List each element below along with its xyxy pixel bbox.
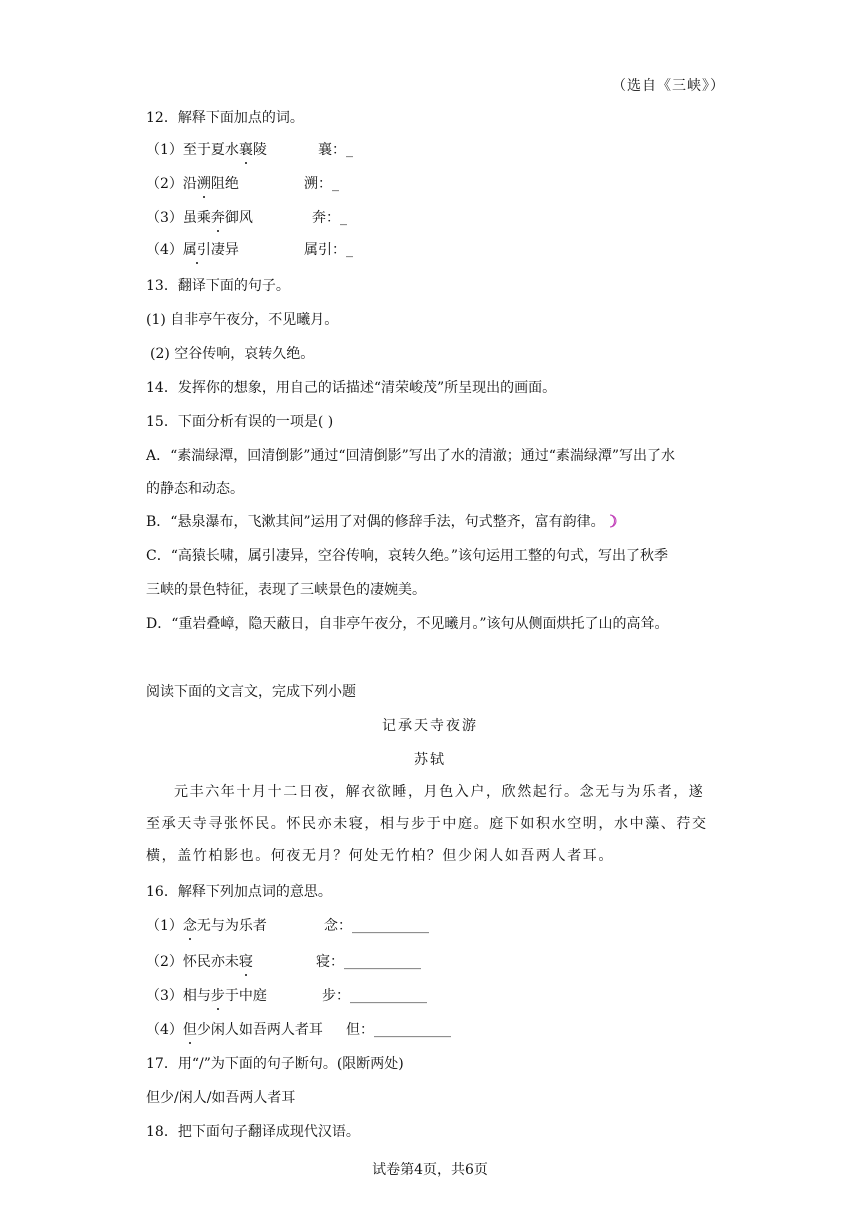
source-note: （选自《三峡》） bbox=[612, 78, 725, 94]
q15-option-a-line2: 的静态和动态。 bbox=[146, 481, 244, 497]
q16-item-1-answer: 念：___________ bbox=[324, 918, 429, 934]
passage-title: 记承天寺夜游 bbox=[382, 718, 478, 734]
passage-author: 苏轼 bbox=[414, 752, 446, 768]
q15-option-c-line2: 三峡的景色特征，表现了三峡景色的凄婉美。 bbox=[146, 582, 426, 598]
q15-option-c-line1: C．“高猿长啸，属引凄异，空谷传响，哀转久绝。”该句运用工整的句式，写出了秋季 bbox=[146, 548, 669, 564]
answer-blank[interactable]: _ bbox=[332, 176, 339, 192]
dotted-word: 但 bbox=[182, 1022, 197, 1038]
dotted-word: 溯 bbox=[196, 176, 211, 192]
q12-item-2: （2）沿溯阻绝 bbox=[146, 176, 239, 192]
q16-item-1: （1）念无与为乐者 bbox=[146, 918, 267, 934]
answer-blank[interactable]: _ bbox=[340, 210, 347, 226]
crescent-moon-icon bbox=[607, 514, 621, 528]
answer-blank[interactable]: ___________ bbox=[350, 988, 427, 1004]
q12-item-4-answer: 属引：_ bbox=[304, 242, 353, 258]
answer-blank[interactable]: _ bbox=[346, 142, 353, 158]
q16-item-4: （4）但少闲人如吾两人者耳 bbox=[146, 1022, 323, 1038]
passage-text: 元丰六年十月十二日夜，解衣欲睡，月色入户，欣然起行。念无与为乐者，遂至承天寺寻张怀民。怀民亦未寝，相与步于中庭。庭下如积水空明，水中藻、荇交横，盖竹柏影也。何夜无月？何处无竹柏？但少闲人如吾两人者耳。 bbox=[146, 784, 708, 864]
q12-item-2-answer: 溯：_ bbox=[304, 176, 339, 192]
reading-intro: 阅读下面的文言文，完成下列小题 bbox=[146, 684, 356, 700]
answer-blank[interactable]: ___________ bbox=[352, 918, 429, 934]
q17-answer: 但少/闲人/如吾两人者耳 bbox=[146, 1090, 296, 1106]
q12-item-3: （3）虽乘奔御风 bbox=[146, 210, 253, 226]
q13-title: 13．翻译下面的句子。 bbox=[146, 278, 290, 294]
q15-option-b: B．“悬泉瀑布，飞漱其间”运用了对偶的修辞手法，句式整齐，富有韵律。 bbox=[146, 512, 621, 532]
answer-blank[interactable]: ___________ bbox=[374, 1022, 451, 1038]
q16-item-2: （2）怀民亦未寝 bbox=[146, 954, 253, 970]
dotted-word: 属引 bbox=[182, 242, 211, 258]
q18-title: 18．把下面句子翻译成现代汉语。 bbox=[146, 1124, 360, 1140]
q12-item-1-answer: 襄：_ bbox=[318, 142, 353, 158]
q12-item-4: （4）属引凄异 bbox=[146, 242, 239, 258]
q15-option-a-line1: A．“素湍绿潭，回清倒影”通过“回清倒影”写出了水的清澈；通过“素湍绿潭”写出了水 bbox=[146, 448, 676, 464]
dotted-word: 奔 bbox=[210, 210, 225, 226]
answer-blank[interactable]: _ bbox=[346, 242, 353, 258]
q16-item-3: （3）相与步于中庭 bbox=[146, 988, 267, 1004]
dotted-word: 步 bbox=[210, 988, 225, 1004]
q16-item-4-answer: 但：___________ bbox=[346, 1022, 451, 1038]
q13-sentence-2: (2) 空谷传响，哀转久绝。 bbox=[150, 346, 315, 362]
dotted-word: 襄 bbox=[238, 142, 253, 158]
q14-question: 14．发挥你的想象，用自己的话描述“清荣峻茂”所呈现出的画面。 bbox=[146, 380, 557, 396]
q13-sentence-1: (1) 自非亭午夜分，不见曦月。 bbox=[146, 312, 339, 328]
dotted-word: 念 bbox=[182, 918, 197, 934]
answer-blank[interactable]: ___________ bbox=[344, 954, 421, 970]
q16-item-2-answer: 寝：___________ bbox=[316, 954, 421, 970]
q12-title: 12．解释下面加点的词。 bbox=[146, 110, 304, 126]
q12-item-1: （1）至于夏水襄陵 bbox=[146, 142, 267, 158]
q15-title: 15．下面分析有误的一项是( ) bbox=[146, 414, 334, 430]
q17-title: 17．用“/”为下面的句子断句。(限断两处) bbox=[146, 1056, 404, 1072]
dotted-word: 寝 bbox=[238, 954, 253, 970]
page-footer: 试卷第4页，共6页 bbox=[372, 1162, 488, 1178]
q16-item-3-answer: 步：___________ bbox=[322, 988, 427, 1004]
q12-item-3-answer: 奔：_ bbox=[312, 210, 347, 226]
q16-title: 16．解释下列加点词的意思。 bbox=[146, 884, 332, 900]
q15-option-d: D．“重岩叠嶂，隐天蔽日，自非亭午夜分，不见曦月。”该句从侧面烘托了山的高耸。 bbox=[146, 616, 669, 632]
